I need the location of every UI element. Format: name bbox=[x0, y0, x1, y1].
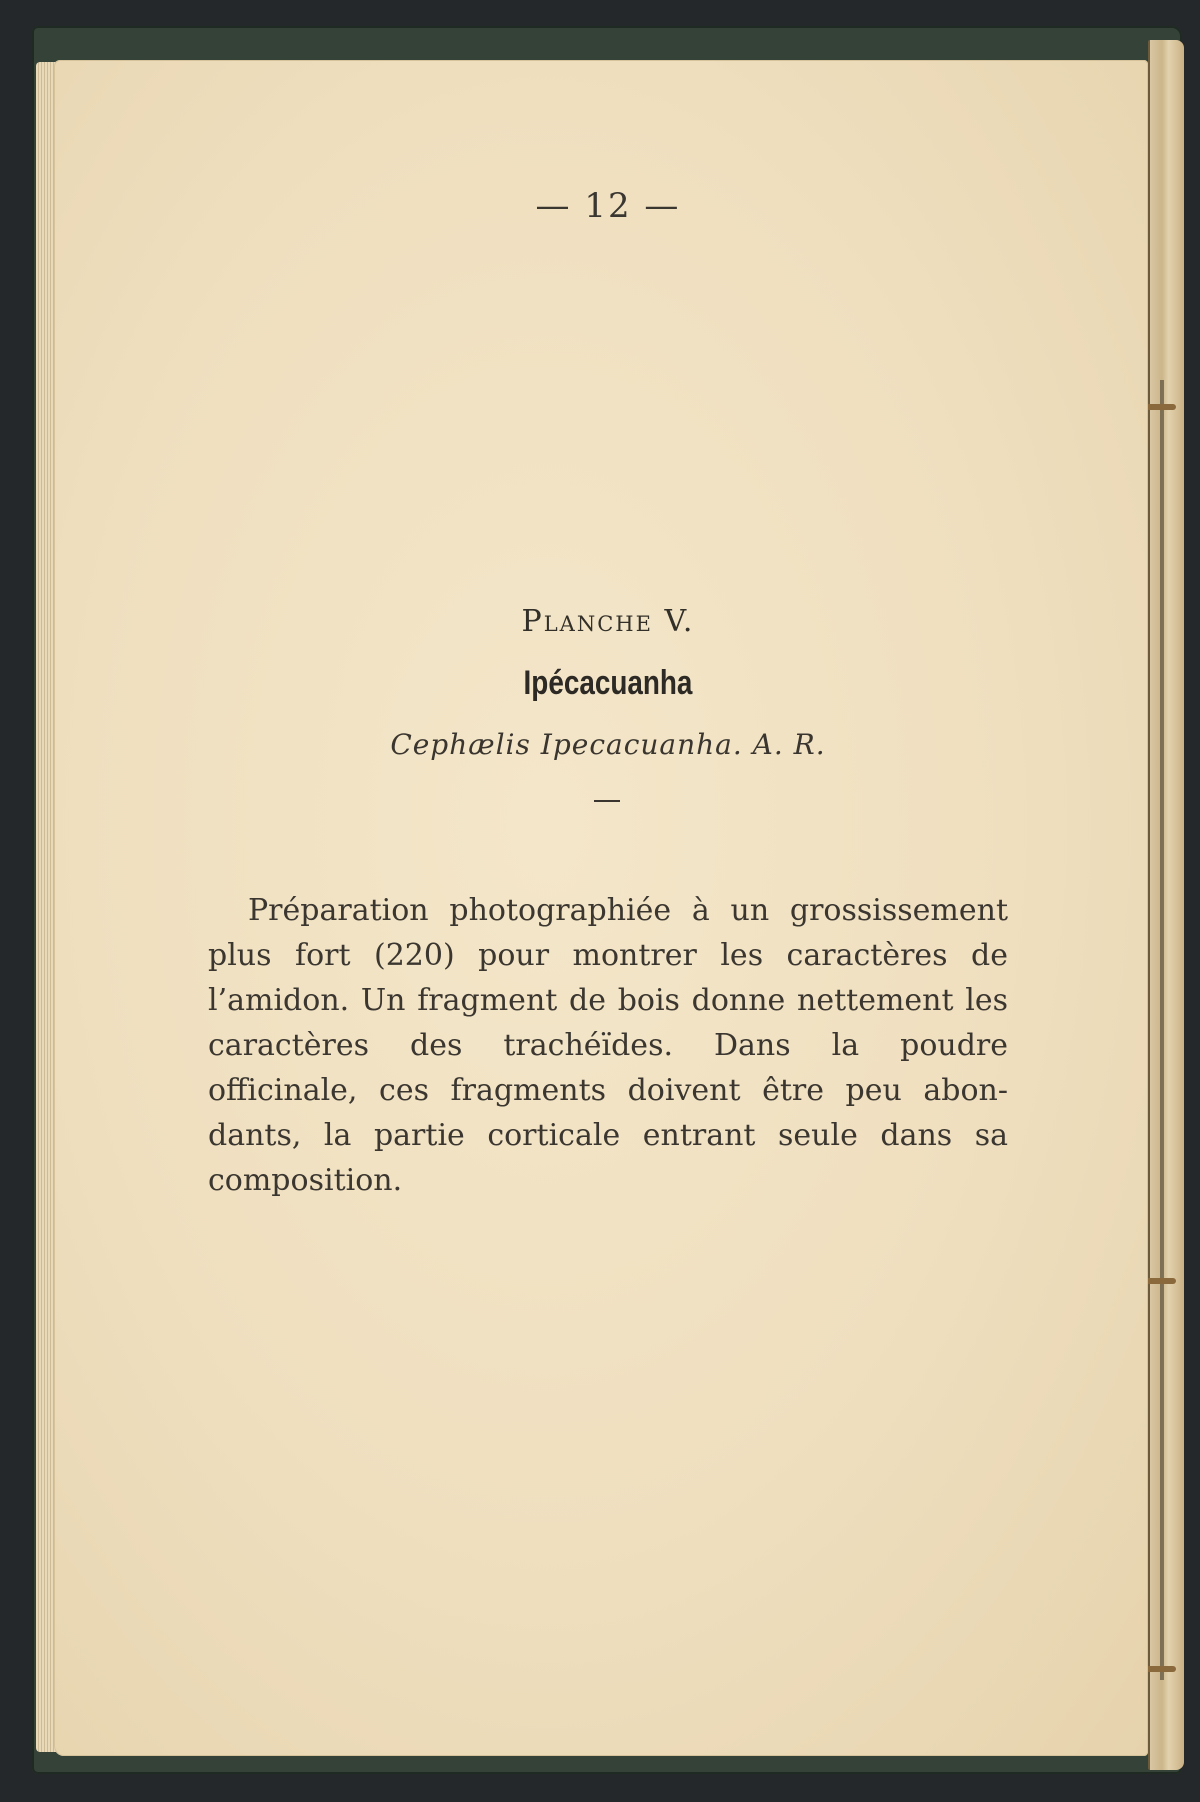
binomial-name: Cephælis Ipecacuanha. A. R. bbox=[390, 728, 826, 761]
binding-stitch bbox=[1146, 404, 1176, 410]
species-title: Ipécacuanha bbox=[523, 664, 693, 702]
binding-stitch bbox=[1146, 1666, 1176, 1672]
page-number: — 12 — bbox=[535, 186, 681, 226]
book-spine bbox=[1148, 40, 1184, 1770]
description-paragraph: Préparation photographiée à un grossissement plus fort (220) pour montrer les caractères de l’amidon. Un fragment de bois donne nettement les caractères des trachéïdes. Dans la poudre officinale, ces fragments doivent être peu abondants, la partie corticale entrant seule dans sa composition. bbox=[208, 893, 1008, 1198]
separator-rule bbox=[594, 800, 620, 802]
plate-title: Planche V. bbox=[521, 604, 695, 639]
binding-stitch bbox=[1146, 1278, 1176, 1284]
spine-crease bbox=[1160, 380, 1164, 1680]
